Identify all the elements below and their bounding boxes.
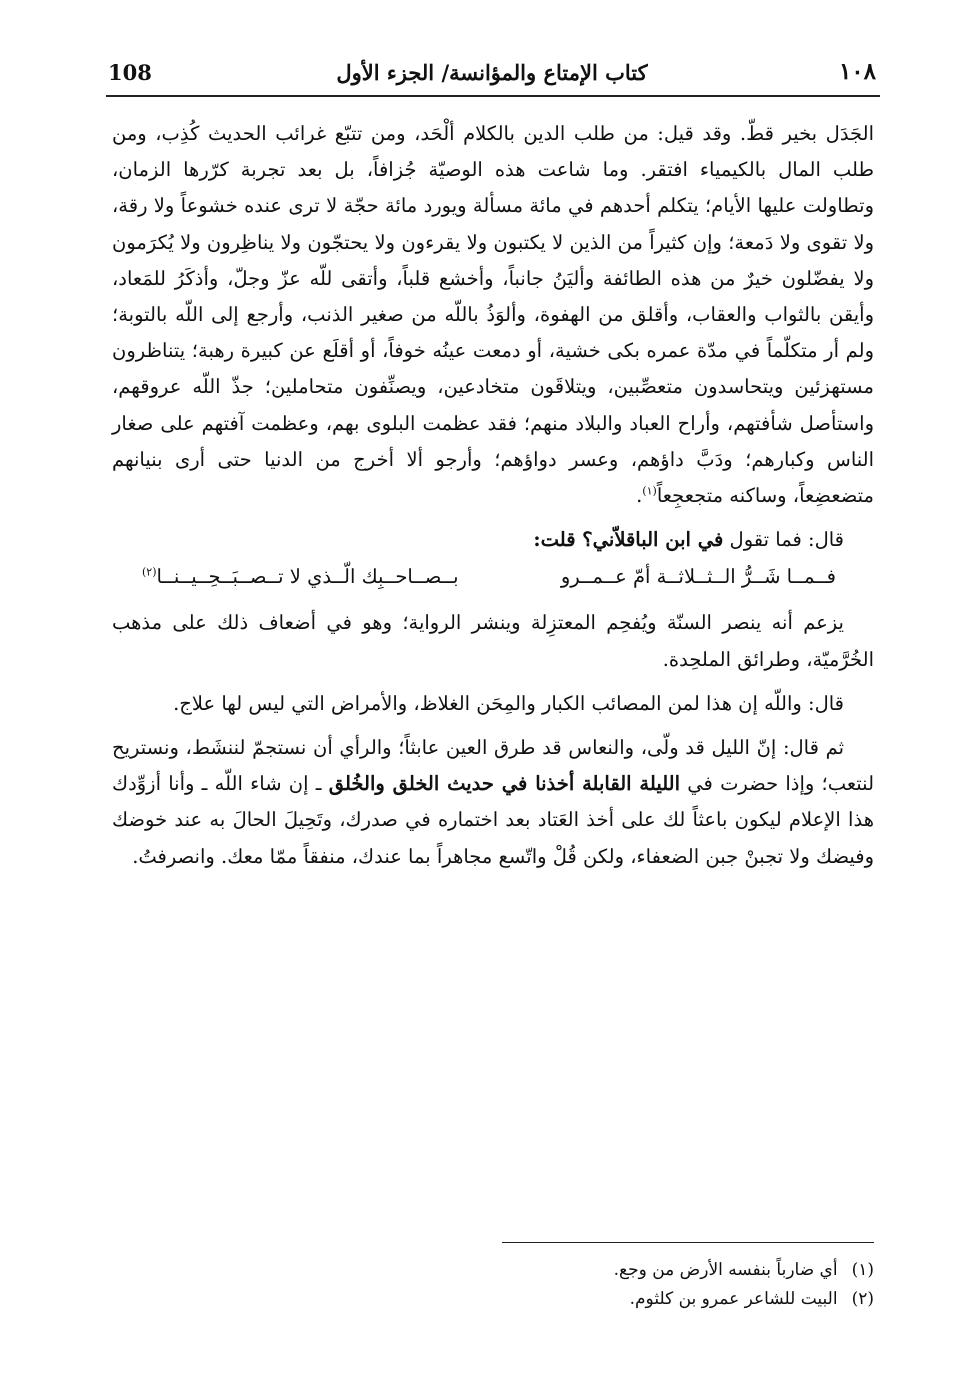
poem-verse [112, 559, 874, 599]
verse-hemistich-2-text: بــصــاحــبِك الّــذي لا تــصــبَــحِــيــنــا [156, 565, 459, 589]
paragraph-5-bold: الليلة القابلة أخذنا في حديث الخلق والخُلق [328, 772, 681, 796]
verse-hemistich-2 [142, 559, 459, 595]
paragraph-5-part-2: ـ إن شاء اللّه ـ وأنا أزوِّدك هذا الإعلام ليكون باعثاً لك على أخذ العَتاد بعد اختماره في صدرك، وتَحِيلَ الحالَ به عند خوضك وفيضك ولا تجبنْ جبن الضعفاء، ولكن قُلْ واتّسع مجاهراً بما عندك، منفقاً ممّا معك. وانصرفتُ. [112, 772, 874, 868]
header-rule [106, 95, 880, 97]
footnote [374, 1285, 874, 1314]
footnote-text: البيت للشاعر عمرو بن كلثوم. [629, 1289, 838, 1309]
paragraph-1-text: الجَدَل بخير قطّ. وقد قيل: من طلب الدين بالكلام ألْحَد، ومن تتبّع غرائب الحديث كُذِب، ومن طلب المال بالكيمياء افتقر. وما شاعت هذه الوصيّة جُزافاً، بل بعد تجربة كرّرها الزمان، وتطاولت عليها الأيام؛ يتكلم أحدهم في مائة مسألة ويورد مائة حجّة لا ترى عنده خشوعاً ولا رقة، ولا تقوى ولا دَمعة؛ وإن كثيراً من الذين لا يكتبون ولا يقرءون ولا يحتجّون ولا يناظِرون ولا يُكرَمون ولا يفضّلون خيرٌ من هذه الطائفة وأليَنُ جانباً، وأخشع قلباً، وأتقى للّه عزّ وجلّ، وأذكَرُ للمَعاد، وأيقن بالثواب والعقاب، وأقلق من الهفوة، وألوَذُ باللّه من صغير الذنب، وأرجع إلى اللّه بالتوبة؛ ولم أر متكلّماً في مدّة عمره بكى خشية، أو دمعت عينُه خوفاً، أو أقلَع عن كبيرة رهبة؛ يتناظرون مستهزئين ويتحاسدون متعصِّبين، ويتلاقَون متخادعين، ويصنِّفون متحاملين؛ جذّ اللّه عروقهم، واستأصل شأفتهم، وأراح العباد والبلاد منهم؛ فقد عظمت البلوى بهم، وعظمت آفتهم على صغار الناس وكبارهم؛ ودَبَّ داؤهم، وعسر دواؤهم؛ وأرجو ألا أخرج من الدنيا حتى أرى بنيانهم متضعضِعاً، وساكنه متجعجِعاً [112, 122, 874, 508]
footnote-text: أي ضارباً بنفسه الأرض من وجع. [613, 1260, 838, 1280]
footnote-marker-2: (٢) [142, 565, 157, 579]
page-header [108, 52, 876, 92]
paragraph [112, 522, 874, 558]
footnote-marker-1: (١) [642, 484, 657, 498]
paragraph [112, 730, 874, 875]
running-title: كتاب الإمتاع والمؤانسة/ الجزء الأول [336, 60, 648, 85]
footnote-number: (٢) [851, 1289, 874, 1309]
paragraph [112, 116, 874, 514]
footnote [374, 1256, 874, 1285]
paragraph-3-text: يزعم أنه ينصر السنّة ويُفحِم المعتزِلة وينشر الرواية؛ وهو في أضعاف ذلك على مذهب الخُرَّميّة، وطرائق الملحِدة. [112, 611, 874, 671]
paragraph-1-end: . [636, 484, 643, 508]
footnote-number: (١) [851, 1260, 874, 1280]
verse-hemistich-1: فــمــا شَــرُّ الــثــلاثــة أمّ عــمــرو [560, 565, 836, 589]
page-number-latin: 108 [108, 60, 152, 85]
footnote-rule [502, 1242, 874, 1243]
paragraph-4-text: قال: واللّه إن هذا لمن المصائب الكبار والمِحَن الغلاظ، والأمراض التي ليس لها علاج. [173, 691, 844, 715]
main-text [112, 116, 874, 875]
paragraph [112, 686, 874, 722]
page-number-arabic: ١٠٨ [838, 58, 876, 85]
paragraph-5-part-1: ثم قال: إنّ الليل قد ولّى، والنعاس قد طرق العين عابثاً؛ والرأي أن نستجمّ لننشَط، ونستريح لنتعب؛ وإذا حضرت في [112, 736, 875, 796]
footnotes [374, 1256, 874, 1314]
paragraph [112, 605, 874, 677]
paragraph-2-intro: قال: فما تقول [723, 528, 844, 552]
paragraph-2-bold: في ابن الباقلاّني؟ قلت: [533, 528, 724, 552]
